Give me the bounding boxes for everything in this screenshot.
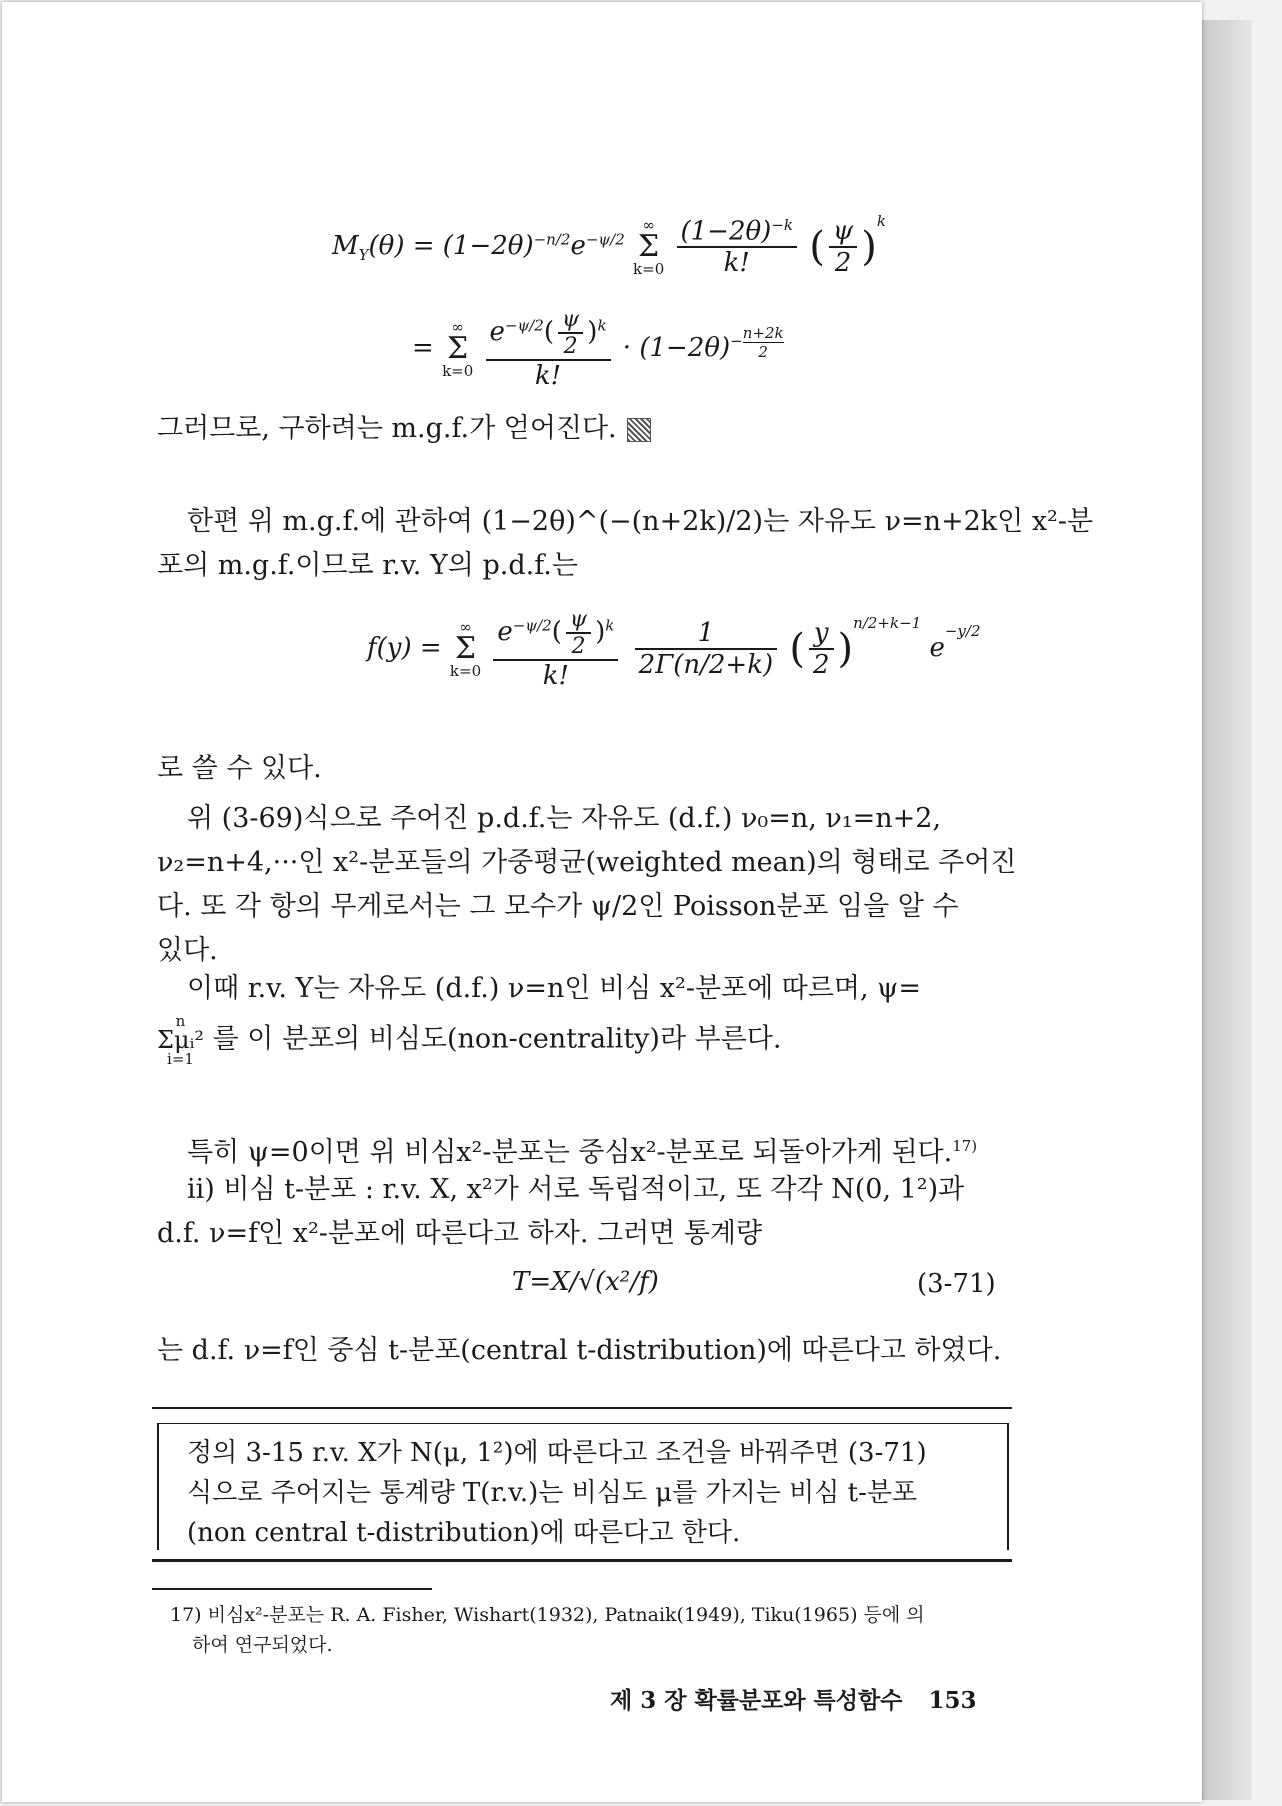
- footnote-continued: 하여 연구되었다.: [192, 1634, 333, 1656]
- equation-mgf: $M_Y(\theta) = (1-2\theta)^{-n/2}e^{-\psi/2}$ ∞ Σ k=0 $\frac{(1-2\theta)^{-k}}{k!}$ ( $\frac{\psi}{2}$ )$^k$: [332, 212, 886, 279]
- definition-box: [152, 1407, 1012, 1562]
- text-central-t: 는 d.f. ν=f인 중심 t-분포(central t-distribution)에 따른다고 하였다.: [157, 1335, 1002, 1366]
- paragraph-mgf-2: 포의 m.g.f.이므로 r.v. Y의 p.d.f.는: [157, 550, 578, 581]
- footnote-rule: [152, 1588, 432, 1590]
- paragraph-weighted-2: ν₂=n+4,···인 x²-분포들의 가중평균(weighted mean)의 형태로 주어진 다. 또 각 항의 무게로서는 그 모수가 ψ/2인 Poisson분포 임을 알 수 있다.: [157, 847, 1017, 966]
- definition-line: 식으로 주어지는 통계량 T(r.v.)는 비심도 μ를 가지는 비심 t-분포: [187, 1478, 918, 1508]
- fraction: $e^{-\psi/2}$( $\frac{\psi}{2}$ )$^k$ k!: [486, 307, 611, 391]
- summation: n Σμᵢ² i=1: [157, 1012, 205, 1068]
- qed-mark-icon: [627, 418, 651, 442]
- page-footer: [610, 1682, 976, 1715]
- paragraph-noncentral: 이때 r.v. Y는 자유도 (d.f.) ν=n인 비심 x²-분포에 따르며, ψ=: [187, 973, 921, 1004]
- fraction: $e^{-\psi/2}$( $\frac{\psi}{2}$ )$^k$ k!: [493, 607, 618, 691]
- definition-line: 정의 3-15 r.v. X가 N(μ, 1²)에 따른다고 조건을 바꿔주면 (3-71): [187, 1438, 927, 1468]
- paragraph-weighted: 위 (3-69)식으로 주어진 p.d.f.는 자유도 (d.f.) ν₀=n, ν₁=n+2,: [187, 803, 942, 834]
- fraction: $\frac{y}{2}$: [809, 618, 834, 680]
- footnote: 17) 비심x²-분포는 R. A. Fisher, Wishart(1932), Patnaik(1949), Tiku(1965) 등에 의: [170, 1604, 925, 1626]
- fraction: $\frac{1}{2\Gamma(n/2+k)}$: [635, 618, 777, 680]
- chapter-title: 제 3 장 확률분포와 특성함수: [610, 1687, 903, 1714]
- fraction: $\frac{\psi}{2}$: [829, 216, 857, 278]
- book-page: [2, 2, 1202, 1802]
- summation: ∞ Σ k=0: [442, 318, 474, 380]
- paragraph-t-dist: ii) 비심 t-분포 : r.v. X, x²가 서로 독립적이고, 또 각각 N(0, 1²)과: [187, 1174, 965, 1205]
- definition-line: (non central t-distribution)에 따른다고 한다.: [187, 1518, 741, 1548]
- equation-t: T=X/√(x²/f): [512, 1267, 659, 1297]
- text-thus: 그러므로, 구하려는 m.g.f.가 얻어진다.: [157, 407, 1037, 451]
- equation-number: (3-71): [917, 1269, 996, 1299]
- fraction: $\frac{(1-2\theta)^{-k}}{k!}$: [677, 216, 797, 279]
- paragraph-special: 특히 ψ=0이면 위 비심x²-분포는 중심x²-분포로 되돌아가게 된다.$^{17)}$: [187, 1137, 978, 1168]
- book-edge: [1202, 20, 1252, 1800]
- page-number: 153: [928, 1687, 977, 1714]
- equation-mgf-sum: = ∞ Σ k=0 $e^{-\psi/2}$( $\frac{\psi}{2}$ )$^k$ k! · $(1-2\theta)^{- \frac{n+2k}{2}}$: [412, 307, 784, 391]
- summation: ∞ Σ k=0: [633, 216, 665, 278]
- equation-pdf: f(y) = ∞ Σ k=0 $e^{-\psi/2}$( $\frac{\psi}{2}$ )$^k$ k! $\frac{1}{2\Gamma(n/2+k)}$ ( $\frac{y}{2}$ )$^{n/2+k-1}$ $e^{-y/2}$: [367, 607, 981, 691]
- paragraph-t-dist-2: d.f. ν=f인 x²-분포에 따른다고 하자. 그러면 통계량: [157, 1218, 763, 1249]
- paragraph-noncentral-2: n Σμᵢ² i=1 를 이 분포의 비심도(non-centrality)라 부른다.: [157, 1012, 782, 1068]
- text-write: 로 쓸 수 있다.: [157, 753, 322, 784]
- paragraph-mgf: 한편 위 m.g.f.에 관하여 (1−2θ)^(−(n+2k)/2)는 자유도 ν=n+2k인 x²-분: [187, 506, 1094, 537]
- summation: ∞ Σ k=0: [449, 618, 482, 680]
